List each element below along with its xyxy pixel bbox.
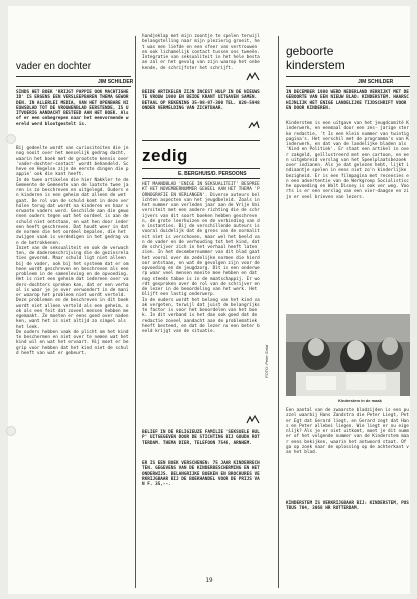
left-heading-rule xyxy=(16,76,131,77)
zedig-authors-rule xyxy=(142,178,260,179)
mid-ad-text: ER IS EEN BOEK VERSCHENEN: 75 JAAR KINDERRECHTEN. GEGEVENS VAN DE KINDERBESCHERMING EN HET ONDERWIJS. BELANGRIJKE BOEKEN EN BROCHURES VERKRIJGBAAR BIJ DE BOEKHANDEL VOOR DE PRIJS VAN F. 35,--. xyxy=(142,461,263,487)
signature-mark-icon xyxy=(246,72,260,82)
left-author-rule xyxy=(16,86,131,87)
right-lead: IN DECEMBER 1980 WERD NEDERLAND VERRIJKT MET DE GEBOORTE VAN EEN NIEUW BLAD: KINDERSTEM. HAARSCHIJNLIJK HET ENIGE LANDELIJKE TIJDSCHRIFT VOOR EN DOOR KINDEREN. xyxy=(286,90,412,111)
zedig-heading: zedig xyxy=(142,146,188,165)
photo-credit: FOTO: Peter Smid xyxy=(264,344,269,378)
right-heading-rule xyxy=(286,76,410,77)
left-author: JIM SCHILDER xyxy=(98,79,134,85)
left-lead: SINDS HET BOEK 'KRIJGT PAPPIE OOK MACHTIGHEID' IS ERGENS EEN VERSLEEPBAREN THEMA GEWORDEN. IN ALLERLEI MEDIA, VAN HET OPENBARE NIEUWSBLAD TOT DE VROUWENBLAD EERSTENDE, IS UITVOERIG AANDACHT BESTEED AAN HET BOEK. Alsof er een onbegrepen naar het eenvormende wereld werd blootgestelt is. xyxy=(16,90,129,127)
punch-hole-top xyxy=(6,134,16,144)
left-body: Bij gedeelte wordt van curiositeiten die je nog nooit over het menselijk gedrag dacht, waarin het boek met de grootste kennis over 'vader-dochter-contact' wordt behandeld. Scheve en Hegelse zijn de eerste dingen die pappie' ook die kant heeft. In de twee artikelen die hier Nakkler te de Gemeente de Gemeente van de laatste twee jaren is zo beschreven en uitgelegd. Ouders en kinderen is een geheim dat alleen de wet gaat. De rol van de schuld komt in deze verhalen terug dat wordt na kinderen en haar verwante vaders werd. Geschilde aan die gewonnen ouders tegen wat het oordeel is aan de schuld niet ontstaan, en wat hen door iedereen heeft geschreven. Dat houdt weer in dat de normen die het oordeel bepalen, die het zwijgen vaak is verdedigen in het gedrag van de betrokkenen. Inzet van de seksualiteit en ook de verwachten, de daderomschrijving die de gezinsrelaties gevormd. Maar schuld ligt niet alleen bij de vader, ook bij het systeem dat er omheen wordt geschreven en beschreven als een probleem in de samenleving en de opvoeding. Het is niet een geheim dat iedereen over vaders-dochters spreken kan, dat er een verhaal is waar je je over verwondert in de manier waarop het probleem niet wordt verteld. Deze problemen en de beschreven in dit boek wordt niet alleen verteld als een geheim, ook als een feit dat zoveel mensen hebben meegemaakt. Ze moeten er eens goed over nadenken, want het is niet altijd zo simpel als het leek. De ouders hebben vaak de plicht om het kind te beschermen en niet over te nemen wat het kind wil en wat het ervaart. Hij moet er begrip voor hebben dat het kind niet de schuld heeft van wat er gebeurt. xyxy=(16,146,129,356)
right-body: Kinderstem is een uitgave van het jeugdcomité Kinderwerk, en eenmaal door een zes- jarige sterke redactie, 't Is een klein nummer van twintig pagina's. Het verschil met de programma's van Kinderwerk, en dat van de landelijke bladen als 'Kind en Politiek'. Er staat een artikel in over zakgeld, geïllustreerd met een cartoon, en een uitgebreid verslag van het Speelplaatsbezoek over indianen. Als je dat gelezen hebt, lijkt indiaantje spelen in eens niet zo'n kinderlijke bezigheid. Er is een filmpagina met recensies en een advertentie van de Werkgroep Socialistische opvoeding en Walt Disney is ook ver weg. Voorts is er een verslag van een vier-daagse en zijn er veel brieven van lezers. xyxy=(286,121,412,200)
right-author-rule xyxy=(286,86,410,87)
page-number: 19 xyxy=(205,577,213,584)
signature-mark-icon xyxy=(248,120,260,130)
right-heading-line1: geboorte xyxy=(286,44,334,58)
left-heading: vader en dochter xyxy=(16,61,92,72)
zedig-rule xyxy=(142,168,260,169)
column-divider-right xyxy=(278,36,279,588)
kinderstem-photo xyxy=(286,314,410,396)
mid-section-rule xyxy=(142,140,260,141)
kinderstem-photo-image xyxy=(286,314,410,396)
mid-offer-text: BELIEF IN DE RELIGIEUZE FAMILIE 'SEKSUELE HULP' UITGEGEVEN DOOR DE STICHTING BIJ GOUDA ROTTERDAM. THEMA DIER, TELEFOON 7546, ARNHEM. xyxy=(142,430,260,446)
punch-hole-bottom xyxy=(6,426,16,436)
right-author: JIM SCHILDER xyxy=(358,79,394,85)
right-heading-line2: kinderstem xyxy=(286,58,345,72)
column-divider-left xyxy=(135,36,136,588)
signature-mark-icon xyxy=(246,415,260,425)
right-order-text: KINDERSTEM IS VERKRIJGBAAR BIJ: KINDERSTEM, POSTBUS 704, 3068 HR ROTTERDAM. xyxy=(286,501,409,512)
zedig-authors: E. BERGHUIS/D. PERSOONS xyxy=(178,171,247,177)
magazine-page xyxy=(8,6,410,594)
right-after-photo: Een aantal van de zwaarste bladzijden is een puzzel waarbij Hans Zandstra die Peter Liegt, Peter Egt dat Gerard liegt, en Gerard zegt dat Hans en Peter allebei liegen. Wie liegt er nu eigenlijk? Als je er niet uitkomt, moet je dit nummer of het volgende nummer van de Kinderstem maar eens bekijken, waarin het antwoord staat. Of ga op zoek naar de oplossing op de achterkant van het blad. xyxy=(286,408,409,455)
mid-order-text: BEIDE ARTIKELEN ZIJN INCEST HULP IN DE NIEUWSTE VROUW 1980 EN BEIDE KRANT UITGAVEN SAMEN. BETAAL OP REKENING 35-98-97-300 TEL. 020-5948 ONDER VERMELDING VAN ZICHTBAAR. xyxy=(142,90,263,111)
zedig-body: HET MAANDBLAD 'ENIGE IN SEKSUALITEIT' BESPREEKT HET NOVEMBERNUMMER GEHEEL AAN HET THEMA 'PORNOGRAFIE EN VERLANGEN'. Diverse auteurs belichten aspecten van het jeugdbeleid. Zoals in het nummer van verleden jaar aan de Vrije Universiteit met een andere richting die de schrijvers van dit soort boeken hebben geschreven, de grote leerhuizen en de verbinding van de instanties. Bij de verschillende auteurs is vooral duidelijk dat de grens van de normaliteit niet is verschoven, maar wel het beeld van de vader en de verhouding tot het kind, dat de schrijver zich in het verhaal heeft laten zien. In het decembernummer van dit blad gaat het vooral over de zedelijke normen die hierdoor ontstaan, en wat de gevolgen zijn voor de opvoeding en de jeugdzorg. Dit is een onderwerp waar veel mensen moeite mee hebben en dat nog steeds taboe is in de maatschappij. Er wordt gesproken over de rol van de schrijver en de lezer in de beoordeling van het werk. Het blijft een lastig onderwerp. In de ouders wordt het belang van het kind vaak vergeten, terwijl dat juist de belangrijkste factor is voor het beoordelen van het boek. In dit verband is het dan ook goed dat de redactie zoveel aandacht aan de problematiek heeft besteed, en dat de lezer nu een beter beeld krijgt van de situatie. xyxy=(142,182,260,334)
photo-caption: Kinderstem in de maak xyxy=(338,398,382,403)
mid-top-text: handjeklap met mijn zoontje te spelen terwijl belangstelling naar mijn plezierig groeit, het was een liefde en een sfeer van vertrouwen en ook lichamelijk contact tussen ons tweeën. Integratie van seksualiteit in het hele bestaan zal er het gevolg van zijn waarop het onbekende, de schrijfster het schrijft. xyxy=(142,34,263,71)
